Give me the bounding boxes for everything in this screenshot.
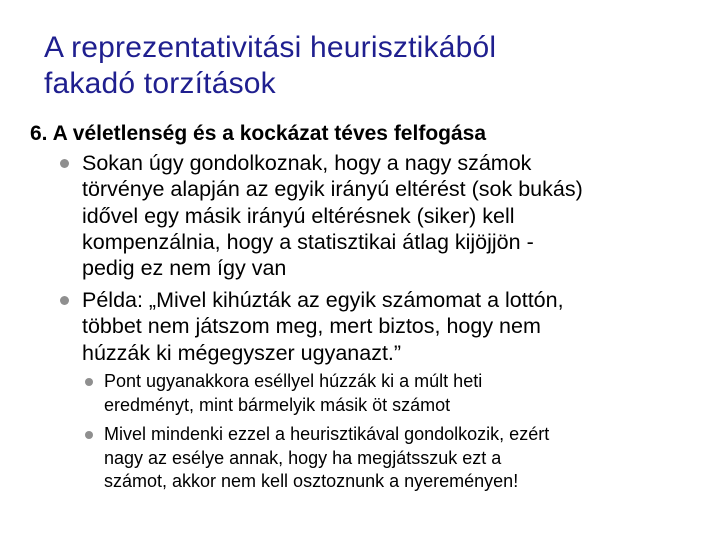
sub-bullet-text-line: Mivel mindenki ezzel a heurisztikával gondolkozik, ezért [104, 424, 550, 444]
bullet-text-line: többet nem játszom meg, mert biztos, hogy nem [82, 314, 541, 339]
bullet-item [82, 287, 702, 366]
bullet-icon [60, 159, 69, 168]
sub-bullet-item [104, 370, 694, 417]
slide-title-line: A reprezentativitási heurisztikából [44, 31, 497, 64]
bullet-text-line: idővel egy másik irányú eltérésnek (siker) kell [82, 203, 515, 228]
bullet-text-line: Sokan úgy gondolkoznak, hogy a nagy számok [82, 151, 532, 175]
section-heading: 6. A véletlenség és a kockázat téves felfogása [30, 122, 487, 145]
bullet-text-line: kompenzálnia, hogy a statisztikai átlag kijöjjön - [82, 229, 534, 254]
sub-bullet-text-line: számot, akkor nem kell osztoznunk a nyereményen! [104, 471, 519, 491]
sub-bullet-text-line: Pont ugyanakkora eséllyel húzzák ki a múlt heti [104, 371, 483, 391]
sub-bullet-icon [85, 431, 93, 439]
bullet-text-line: Példa: „Mivel kihúzták az egyik számomat a lottón, [82, 288, 564, 312]
slide-title [44, 30, 684, 102]
bullet-text-line: pedig ez nem így van [82, 256, 287, 281]
bullet-item [82, 150, 702, 281]
sub-bullet-text-line: nagy az esélye annak, hogy ha megjátsszuk ezt a [104, 447, 502, 468]
bullet-text-line: húzzák ki mégegyszer ugyanazt.” [82, 340, 402, 365]
bullet-icon [60, 296, 69, 305]
sub-bullet-text-line: eredményt, mint bármelyik másik öt számot [104, 394, 451, 415]
sub-bullet-icon [85, 378, 93, 386]
bullet-text-line: törvénye alapján az egyik irányú eltérést (sok bukás) [82, 177, 583, 202]
slide-title-line: fakadó torzítások [44, 67, 276, 100]
sub-bullet-item [104, 423, 694, 494]
